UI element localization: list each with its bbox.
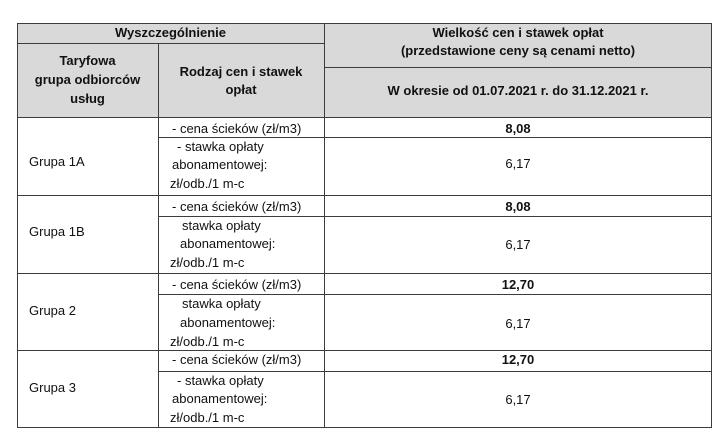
row-3-fee-value: 6,17 [505,316,531,331]
grid-row-2-bottom [17,273,712,274]
row-2-fee-label-2: abonamentowej: [180,236,276,251]
grid-header-bottom [17,117,712,118]
grid-row-4-mid [158,371,712,372]
grid-col-split-2 [324,23,325,428]
row-3-price-value: 12,70 [501,277,535,292]
row-2-price-value: 8,08 [505,199,531,214]
row-3-fee-label-3: zł/odb./1 m-c [170,334,245,349]
header-type-cell [158,43,324,117]
grid-row-3-bottom [17,350,712,351]
row-2-fee-label-1: stawka opłaty [182,218,261,233]
row-4-fee-value: 6,17 [505,392,531,407]
header-group-line-1: Taryfowa [59,53,116,68]
row-1-price-value: 8,08 [505,121,531,136]
row-3-fee-label-1: stawka opłaty [182,296,261,311]
row-4-fee-label-3: zł/odb./1 m-c [170,410,245,425]
grid-row-1-mid [158,137,712,138]
header-group-line-2: grupa odbiorców [34,72,141,87]
row-3-group: Grupa 2 [29,303,76,318]
grid-right-border [711,23,712,428]
row-4-fee-label-1: - stawka opłaty [177,373,264,388]
header-period: W okresie od 01.07.2021 r. do 31.12.2021 r. [387,83,649,98]
header-type-line-1: Rodzaj cen i stawek [179,64,303,79]
grid-row-1-bottom [17,195,712,196]
grid-row-3-mid [158,294,712,295]
header-group-line-3: usług [70,91,105,106]
row-4-fee-label-2: abonamentowej: [172,391,268,406]
header-value-line-1: Wielkość cen i stawek opłat [432,25,604,40]
row-3-fee-label-2: abonamentowej: [180,315,276,330]
row-4-group: Grupa 3 [29,380,76,395]
grid-left-border [17,23,18,428]
row-1-group: Grupa 1A [29,154,85,169]
row-1-fee-label-1: - stawka opłaty [177,139,264,154]
row-1-fee-label-2: abonamentowej: [172,157,268,172]
tariff-table [17,23,712,427]
row-2-fee-value: 6,17 [505,237,531,252]
row-3-price-label: - cena ścieków (zł/m3) [172,277,302,292]
header-value-line-2: (przedstawione ceny są cenami netto) [400,43,636,58]
row-1-fee-label-3: zł/odb./1 m-c [170,176,245,191]
grid-header-split [17,43,324,44]
grid-bottom-border [17,427,712,428]
grid-value-header-split [324,67,712,68]
row-4-price-label: - cena ścieków (zł/m3) [172,352,302,367]
row-2-group: Grupa 1B [29,224,85,239]
row-1-fee-value: 6,17 [505,156,531,171]
grid-col-split-1 [158,43,159,428]
row-1-price-label: - cena ścieków (zł/m3) [172,121,302,136]
header-spec: Wyszczególnienie [114,25,226,40]
header-type-line-2: opłat [225,82,257,97]
grid-row-2-mid [158,216,712,217]
grid-top-border [17,23,712,24]
row-2-price-label: - cena ścieków (zł/m3) [172,199,302,214]
row-2-fee-label-3: zł/odb./1 m-c [170,255,245,270]
row-4-price-value: 12,70 [501,352,535,367]
